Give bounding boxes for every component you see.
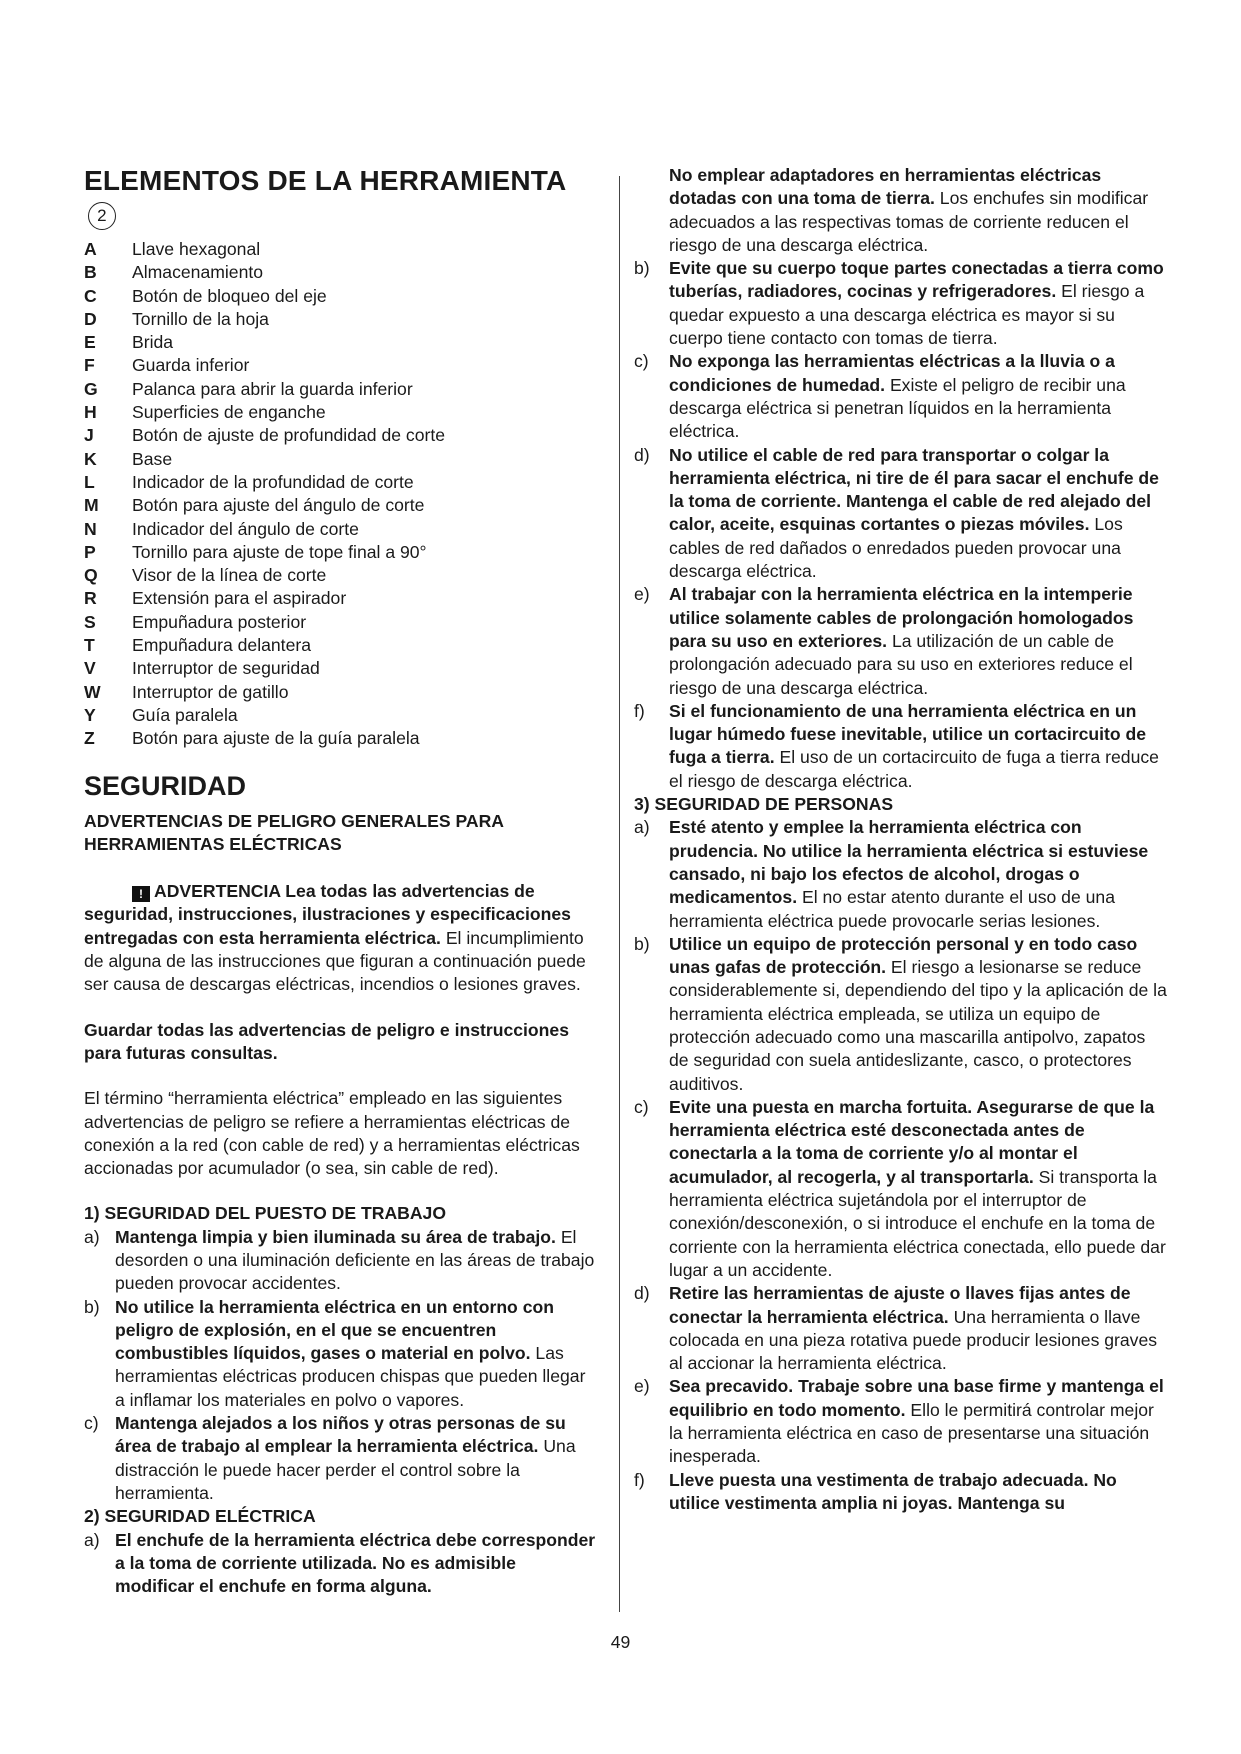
list-item: b) Evite que su cuerpo toque partes conectadas a tierra como tuberías, radiadores, cocinas y refrigeradores. El riesgo a quedar expuesto a una descarga eléctrica es mayor si su cuerpo tiene contacto con tomas de tierra.: [634, 258, 1164, 349]
list-item: c) No exponga las herramientas eléctricas a la lluvia o a condiciones de humedad. Existe el peligro de recibir una descarga eléctrica si penetran líquidos en la herramienta eléctrica.: [634, 351, 1126, 442]
component-item: [84, 424, 596, 447]
component-name: Botón de ajuste de profundidad de corte: [132, 425, 446, 446]
component-letter: N: [84, 518, 97, 539]
list-item: f) Lleve puesta una vestimenta de trabajo adecuada. No utilice vestimenta amplia ni joyas. Mantenga su: [634, 1469, 1117, 1513]
component-item: [84, 471, 596, 494]
component-letter: V: [84, 658, 96, 679]
component-name: Llave hexagonal: [132, 239, 261, 259]
list-item: d) No utilice el cable de red para transportar o colgar la herramienta eléctrica, ni tire de él para sacar el enchufe de la toma de corriente. Mantenga el cable de red alejado del calor, aceite, esquinas cortantes o piezas móviles. Los cables de red dañados o enredados pueden provocar una descarga eléctrica.: [634, 444, 1159, 582]
component-name: Interruptor de seguridad: [132, 658, 320, 679]
components-list: [84, 238, 596, 751]
component-letter: D: [84, 308, 97, 329]
component-letter: Y: [84, 704, 96, 725]
component-name: Visor de la línea de corte: [132, 565, 327, 586]
section-2-title: 2) SEGURIDAD ELÉCTRICA: [84, 1506, 316, 1527]
section-1-title: 1) SEGURIDAD DEL PUESTO DE TRABAJO: [84, 1203, 447, 1224]
component-name: Brida: [132, 332, 174, 353]
section-3-title: 3) SEGURIDAD DE PERSONAS: [634, 794, 894, 815]
component-letter: M: [84, 495, 99, 516]
component-item: [84, 611, 596, 634]
component-letter: F: [84, 355, 95, 376]
component-letter: E: [84, 332, 96, 353]
component-item: [84, 587, 596, 610]
list-item: c) Evite una puesta en marcha fortuita. Asegurarse de que la herramienta eléctrica esté desconectada antes de conectarla a la toma de corriente y/o al montar el acumulador, al recogerla, y al transportarla. Si transporta la herramienta eléctrica sujetándola por el interruptor de conexión/desconexión, o si introduce el enchufe en la toma de corriente con la herramienta eléctrica conectada, ello puede dar lugar a un accidente.: [634, 1096, 1166, 1280]
component-name: Superficies de enganche: [132, 402, 326, 423]
save-instructions-note: Guardar todas las advertencias de peligro e instrucciones para futuras consultas.: [84, 1019, 569, 1063]
component-name: Empuñadura posterior: [132, 611, 307, 632]
left-column: [84, 164, 596, 1598]
general-warning: ! ADVERTENCIA Lea todas las advertencias de seguridad, instrucciones, ilustraciones y especificaciones entregadas con esta herramienta eléctrica. El incumplimiento de alguna de las instrucciones que figuran a continuación puede ser causa de descargas eléctricas, incendios o lesiones graves.: [84, 881, 586, 995]
list-item: a) Mantenga limpia y bien iluminada su área de trabajo. El desorden o una iluminación deficiente en las áreas de trabajo pueden provocar accidentes.: [84, 1226, 595, 1294]
term-definition-paragraph: El término “herramienta eléctrica” empleado en las siguientes advertencias de peligro se refiere a herramientas eléctricas de conexión a la red (con cable de red) y a herramientas eléctricas accionadas por acumulador (o sea, sin cable de red).: [84, 1088, 580, 1179]
component-letter: W: [84, 681, 101, 702]
page-title: ELEMENTOS DE LA HERRAMIENTA2: [84, 164, 596, 232]
component-letter: Q: [84, 565, 98, 586]
component-item: [84, 401, 596, 424]
component-name: Botón de bloqueo del eje: [132, 285, 327, 306]
list-item: b) No utilice la herramienta eléctrica en un entorno con peligro de explosión, en el que se encuentren combustibles líquidos, gases o material en polvo. Las herramientas eléctricas producen chispas que pueden llegar a inflamar los materiales en polvo o vapores.: [84, 1296, 586, 1410]
list-item: e) Al trabajar con la herramienta eléctrica en la intemperie utilice solamente cables de prolongación homologados para su uso en exteriores. La utilización de un cable de prolongación adecuado para su uso en exteriores reduce el riesgo de una descarga eléctrica.: [634, 584, 1134, 698]
component-name: Botón para ajuste del ángulo de corte: [132, 495, 425, 516]
component-name: Indicador de la profundidad de corte: [132, 471, 414, 492]
list-item: f) Si el funcionamiento de una herramienta eléctrica en un lugar húmedo fuese inevitable, utilice un cortacircuito de fuga a tierra. El uso de un cortacircuito de fuga a tierra reduce el riesgo de descarga eléctrica.: [634, 700, 1159, 791]
list-item-continuation: No emplear adaptadores en herramientas eléctricas dotadas con una toma de tierra. Los enchufes sin modificar adecuados a las respectivas tomas de corriente reducen el riesgo de una descarga eléctrica.: [669, 165, 1149, 255]
component-name: Interruptor de gatillo: [132, 681, 289, 702]
section-3-items: [634, 816, 1168, 1515]
component-letter: J: [84, 425, 94, 446]
component-letter: R: [84, 588, 97, 609]
component-name: Tornillo de la hoja: [132, 308, 269, 329]
component-letter: Z: [84, 728, 95, 749]
warning-triangle-icon: !: [132, 886, 150, 902]
component-item: [84, 541, 596, 564]
component-name: Tornillo para ajuste de tope final a 90°: [132, 541, 427, 562]
figure-reference-badge: 2: [88, 202, 116, 230]
component-item: [84, 494, 596, 517]
list-item: a) El enchufe de la herramienta eléctrica debe corresponder a la toma de corriente utilizada. No es admisible modificar el enchufe en forma alguna.: [84, 1529, 596, 1597]
column-divider: [619, 176, 620, 1612]
component-letter: B: [84, 262, 97, 283]
component-item: [84, 518, 596, 541]
component-item: [84, 238, 596, 261]
component-item: [84, 308, 596, 331]
section-2-items: [634, 257, 1168, 793]
component-item: [84, 448, 596, 471]
safety-heading: SEGURIDAD: [84, 770, 247, 801]
list-item: c) Mantenga alejados a los niños y otras personas de su área de trabajo al emplear la herramienta eléctrica. Una distracción le puede hacer perder el control sobre la herramienta.: [84, 1413, 576, 1503]
section-1-items: [84, 1226, 596, 1506]
component-name: Palanca para abrir la guarda inferior: [132, 378, 413, 399]
list-item: e) Sea precavido. Trabaje sobre una base firme y mantenga el equilibrio en todo momento. Ello le permitirá controlar mejor la herramienta eléctrica en caso de presentarse una situación inesperada.: [634, 1376, 1164, 1467]
component-item: [84, 681, 596, 704]
component-item: [84, 727, 596, 750]
component-letter: K: [84, 448, 97, 469]
component-item: [84, 331, 596, 354]
list-item: b) Utilice un equipo de protección personal y en todo caso unas gafas de protección. El riesgo a lesionarse se reduce considerablemente si, dependiendo del tipo y la aplicación de la herramienta eléctrica empleada, se utiliza un equipo de protección adecuado como una mascarilla antipolvo, zapatos de seguridad con suela antideslizante, casco, o protectores auditivos.: [634, 933, 1167, 1094]
component-item: [84, 657, 596, 680]
component-item: [84, 261, 596, 284]
component-letter: S: [84, 611, 96, 632]
component-item: [84, 634, 596, 657]
component-letter: G: [84, 378, 98, 399]
list-item: d) Retire las herramientas de ajuste o llaves fijas antes de conectar la herramienta eléctrica. Una herramienta o llave colocada en una pieza rotativa puede producir lesiones graves al accionar la herramienta eléctrica.: [634, 1283, 1158, 1374]
right-column: [634, 164, 1168, 1515]
component-item: [84, 354, 596, 377]
component-item: [84, 564, 596, 587]
component-name: Indicador del ángulo de corte: [132, 518, 359, 539]
component-name: Base: [132, 448, 173, 469]
component-item: [84, 285, 596, 308]
component-name: Extensión para el aspirador: [132, 588, 347, 609]
component-name: Empuñadura delantera: [132, 635, 311, 656]
list-item: a) Esté atento y emplee la herramienta eléctrica con prudencia. No utilice la herramienta eléctrica si estuviese cansado, ni bajo los efectos de alcohol, drogas o medicamentos. El no estar atento durante el uso de una herramienta eléctrica puede provocarle serias lesiones.: [634, 817, 1149, 931]
component-name: Almacenamiento: [132, 262, 264, 283]
component-letter: H: [84, 402, 97, 423]
component-name: Guía paralela: [132, 704, 238, 725]
component-letter: T: [84, 635, 95, 656]
component-letter: L: [84, 471, 95, 492]
component-name: Guarda inferior: [132, 355, 250, 376]
page-number: 49: [610, 1632, 631, 1652]
component-letter: P: [84, 541, 96, 562]
safety-subheading: ADVERTENCIAS DE PELIGRO GENERALES PARA HERRAMIENTAS ELÉCTRICAS: [84, 810, 504, 854]
component-item: [84, 378, 596, 401]
component-name: Botón para ajuste de la guía paralela: [132, 728, 420, 749]
component-item: [84, 704, 596, 727]
component-letter: A: [84, 239, 97, 259]
component-letter: C: [84, 285, 97, 306]
